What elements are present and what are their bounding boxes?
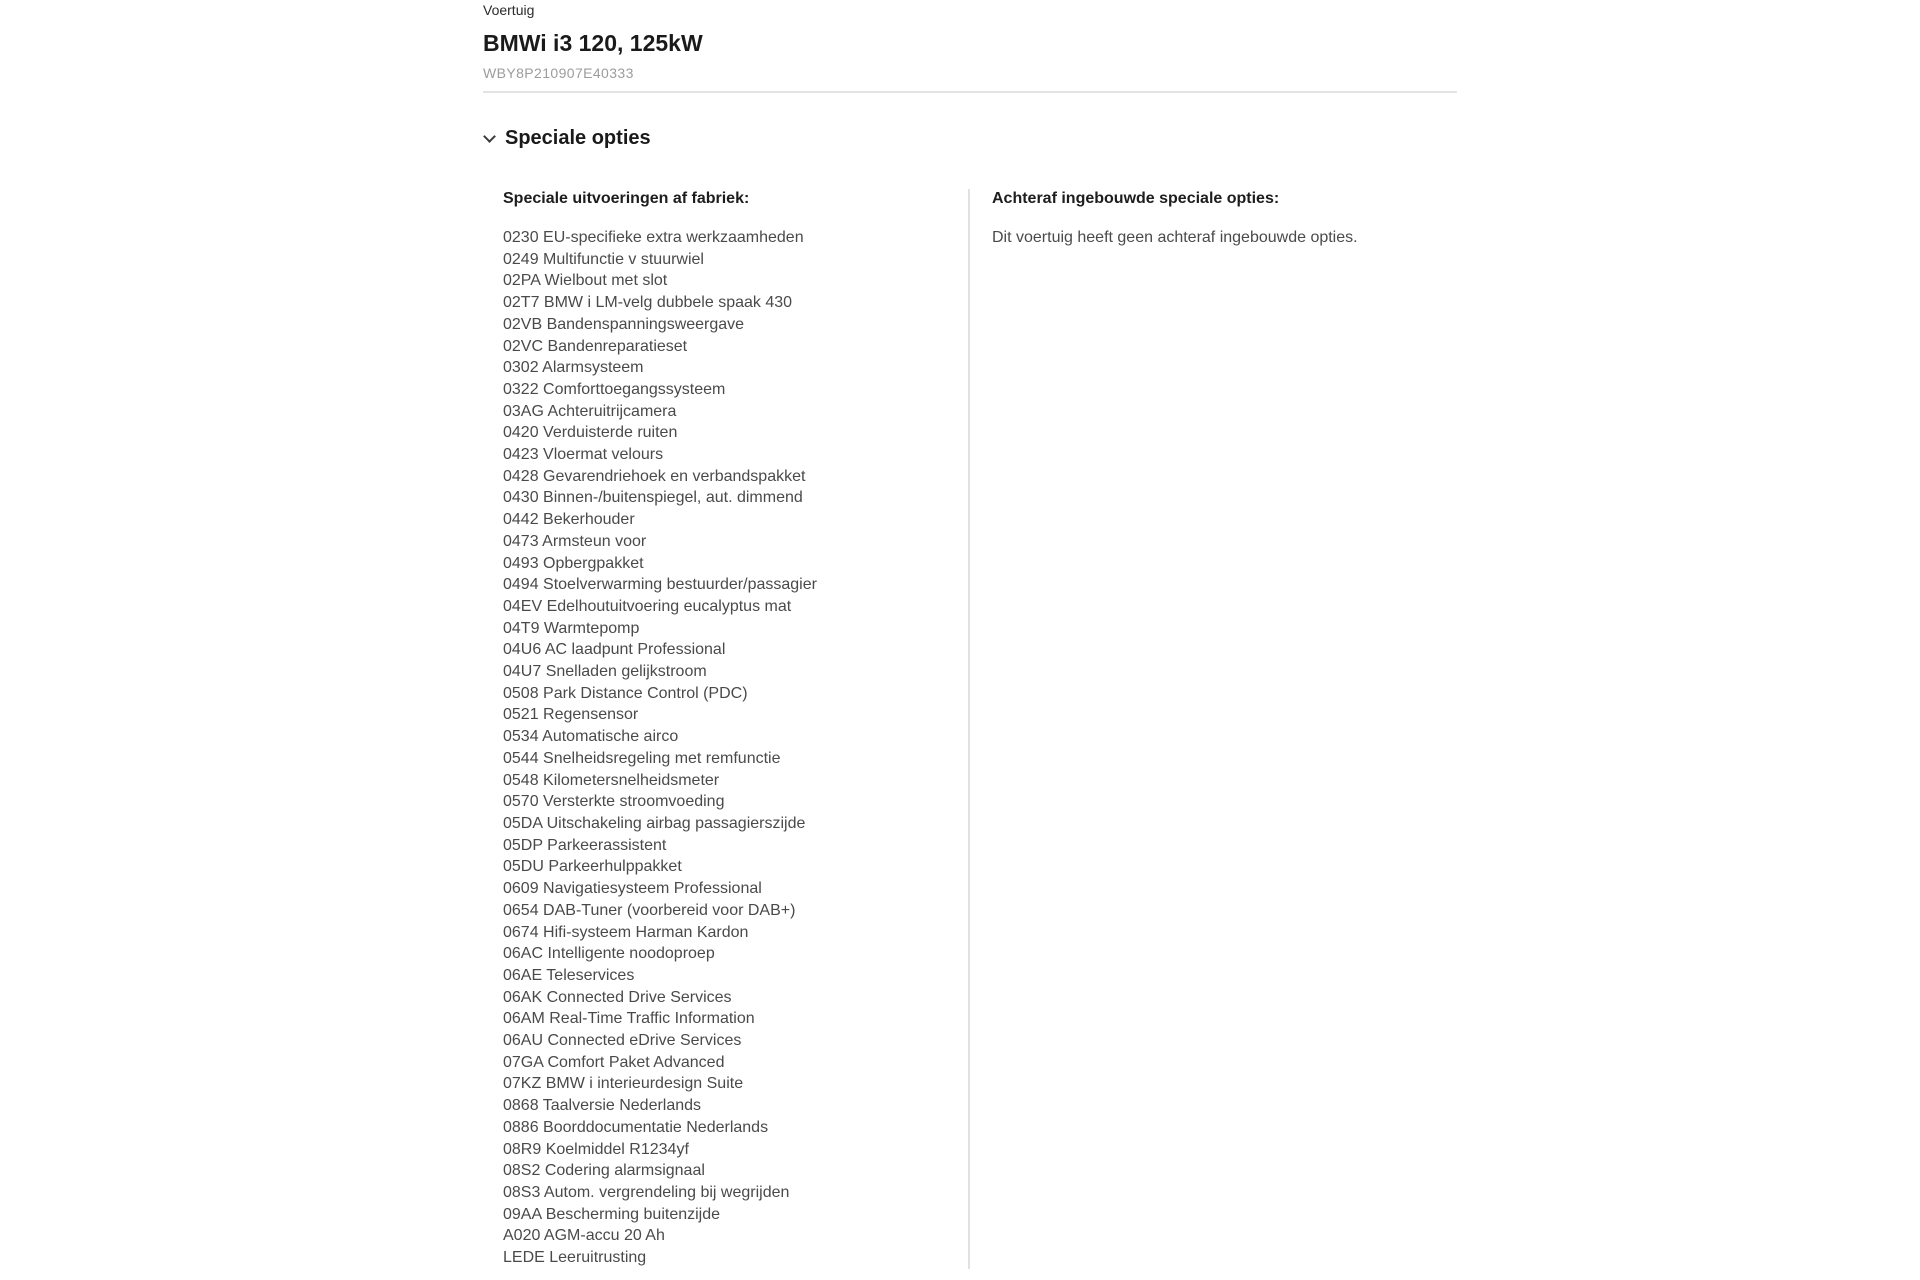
option-item: 08S2 Codering alarmsignaal — [503, 1162, 705, 1180]
option-item: A020 AGM-accu 20 Ah — [503, 1227, 665, 1245]
option-item: 06AE Teleservices — [503, 966, 635, 984]
factory-options-column — [503, 189, 968, 1269]
options-columns — [483, 189, 1920, 1269]
option-item: 08S3 Autom. vergrendeling bij wegrijden — [503, 1183, 790, 1201]
speciale-opties-toggle[interactable] — [483, 126, 651, 150]
option-item: 05DA Uitschakeling airbag passagierszijde — [503, 814, 806, 832]
option-item: 0548 Kilometersnelheidsmeter — [503, 771, 720, 789]
option-item: 0868 Taalversie Nederlands — [503, 1097, 702, 1115]
option-item: 0249 Multifunctie v stuurwiel — [503, 250, 704, 268]
option-item: 0420 Verduisterde ruiten — [503, 424, 678, 442]
option-item: 06AM Real-Time Traffic Information — [503, 1010, 755, 1028]
option-item: 0302 Alarmsysteem — [503, 359, 644, 377]
option-item: 0508 Park Distance Control (PDC) — [503, 684, 748, 702]
option-item: 02PA Wielbout met slot — [503, 272, 668, 290]
option-item: 02VC Bandenreparatieset — [503, 337, 688, 355]
option-item: 02T7 BMW i LM-velg dubbele spaak 430 — [503, 294, 793, 312]
option-item: 0521 Regensensor — [503, 706, 639, 724]
option-item: 08R9 Koelmiddel R1234yf — [503, 1140, 689, 1158]
header-divider — [483, 91, 1457, 93]
option-item: 05DP Parkeerassistent — [503, 836, 667, 854]
option-item: 0674 Hifi-systeem Harman Kardon — [503, 923, 749, 941]
vehicle-vin: WBY8P210907E40333 — [483, 65, 634, 81]
option-item: 06AC Intelligente noodoproep — [503, 945, 715, 963]
option-item: 0570 Versterkte stroomvoeding — [503, 793, 725, 811]
option-item: 03AG Achteruitrijcamera — [503, 402, 677, 420]
option-item: 0473 Armsteun voor — [503, 532, 647, 550]
option-item: 0428 Gevarendriehoek en verbandspakket — [503, 467, 806, 485]
option-item: 0609 Navigatiesysteem Professional — [503, 880, 762, 898]
retrofit-options-column — [992, 189, 1437, 1269]
option-item: 07KZ BMW i interieurdesign Suite — [503, 1075, 744, 1093]
factory-options-heading: Speciale uitvoeringen af fabriek: — [503, 190, 750, 207]
option-item: 04U7 Snelladen gelijkstroom — [503, 663, 707, 681]
option-item: 0423 Vloermat velours — [503, 446, 664, 464]
option-item: 04T9 Warmtepomp — [503, 619, 640, 637]
chevron-down-icon — [483, 130, 496, 143]
option-item: 0544 Snelheidsregeling met remfunctie — [503, 749, 781, 767]
option-item: 0230 EU-specifieke extra werkzaamheden — [503, 229, 804, 246]
option-item: 02VB Bandenspanningsweergave — [503, 315, 745, 333]
option-item: 05DU Parkeerhulppakket — [503, 858, 682, 876]
section-title: Speciale opties — [505, 127, 651, 149]
retrofit-options-heading: Achteraf ingebouwde speciale opties: — [992, 190, 1280, 207]
factory-options-list — [503, 227, 968, 1269]
option-item: 04U6 AC laadpunt Professional — [503, 641, 726, 659]
option-item: 0886 Boorddocumentatie Nederlands — [503, 1118, 769, 1136]
option-item: 04EV Edelhoutuitvoering eucalyptus mat — [503, 597, 792, 615]
option-item: 07GA Comfort Paket Advanced — [503, 1053, 725, 1071]
column-divider — [968, 189, 970, 1269]
option-item: 0430 Binnen-/buitenspiegel, aut. dimmend — [503, 489, 803, 507]
option-item: 0442 Bekerhouder — [503, 511, 635, 529]
option-item: 06AU Connected eDrive Services — [503, 1032, 742, 1050]
vehicle-section-label: Voertuig — [483, 2, 535, 18]
option-item: 0322 Comforttoegangssysteem — [503, 380, 726, 398]
vehicle-title: BMWi i3 120, 125kW — [483, 30, 703, 56]
retrofit-options-empty-text: Dit voertuig heeft geen achteraf ingebouwde opties. — [992, 229, 1358, 246]
option-item: 09AA Bescherming buitenzijde — [503, 1205, 721, 1223]
option-item: 0494 Stoelverwarming bestuurder/passagier — [503, 576, 817, 594]
option-item: 0493 Opbergpakket — [503, 554, 644, 572]
option-item: LEDE Leeruitrusting — [503, 1249, 647, 1267]
option-item: 0534 Automatische airco — [503, 728, 679, 746]
option-item: 06AK Connected Drive Services — [503, 988, 732, 1006]
option-item: 0654 DAB-Tuner (voorbereid voor DAB+) — [503, 901, 796, 919]
